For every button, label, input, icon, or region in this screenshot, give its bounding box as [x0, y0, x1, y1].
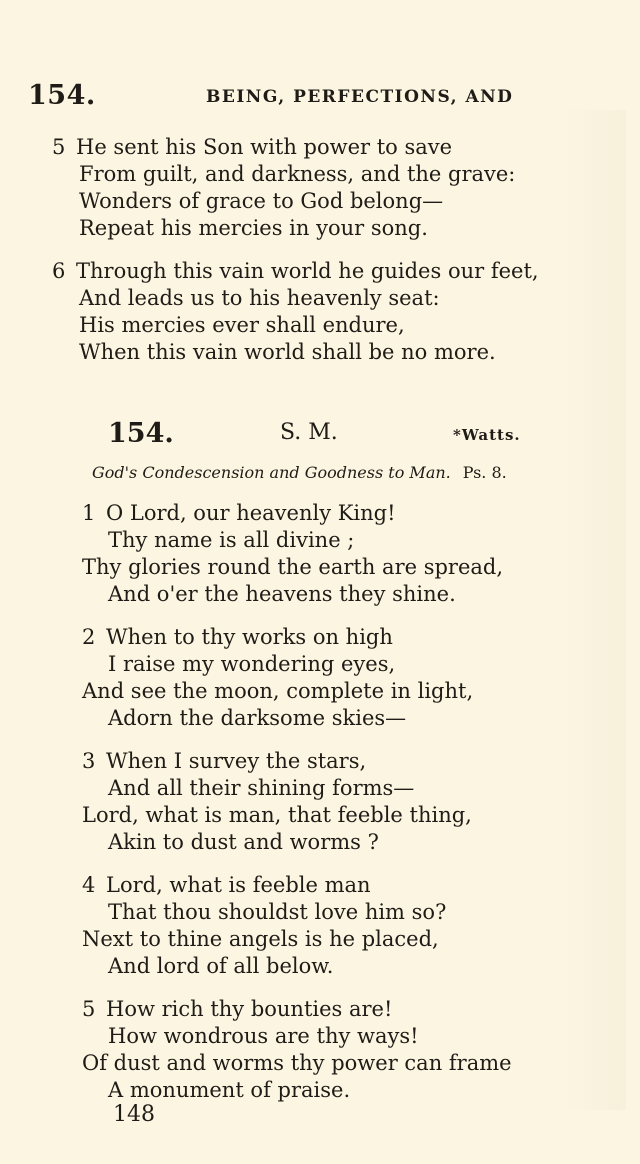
verse-number: 5 [82, 997, 96, 1021]
verse-line: Thy glories round the earth are spread, [82, 555, 504, 579]
verse-line: Next to thine angels is he placed, [82, 927, 439, 951]
verse-line: A monument of praise. [108, 1078, 351, 1102]
hymn-verse-5 [82, 996, 512, 1104]
verse-line: Adorn the darksome skies— [108, 706, 407, 730]
verse-line: 5 He sent his Son with power to save [52, 135, 453, 159]
running-head: BEING, PERFECTIONS, AND [206, 87, 514, 107]
verse-number: 6 [52, 259, 66, 283]
hymn-verse-2 [82, 624, 473, 732]
hymn-verse-3 [82, 748, 472, 856]
verse-line: I raise my wondering eyes, [108, 652, 396, 676]
signature-folio: 148 [113, 1102, 155, 1127]
verse-line: How wondrous are thy ways! [108, 1024, 419, 1048]
verse-line: And lord of all below. [108, 954, 334, 978]
verse-line: 1 O Lord, our heavenly King! [82, 501, 396, 525]
verse-line: And all their shining forms— [108, 776, 415, 800]
verse-line: 4 Lord, what is feeble man [82, 873, 371, 897]
hymn-subtitle-text: God's Condescension and Goodness to Man. [92, 463, 451, 482]
previous-hymn-verse-5 [52, 134, 515, 242]
hymn-verse-4 [82, 872, 446, 980]
verse-line: Wonders of grace to God belong— [79, 189, 444, 213]
hymn-number: 154. [108, 418, 174, 449]
scripture-reference: Ps. 8. [462, 463, 507, 482]
hymn-meter: S. M. [280, 420, 338, 445]
verse-line: Thy name is all divine ; [108, 528, 355, 552]
verse-line: 6 Through this vain world he guides our feet, [52, 259, 539, 283]
verse-line: From guilt, and darkness, and the grave: [79, 162, 516, 186]
verse-line: 3 When I survey the stars, [82, 749, 367, 773]
hymn-verse-1 [82, 500, 503, 608]
verse-line: And see the moon, complete in light, [82, 679, 474, 703]
verse-line: 5 How rich thy bounties are! [82, 997, 393, 1021]
hymn-subtitle [92, 463, 507, 482]
page-number: 154. [28, 80, 96, 111]
verse-line: Akin to dust and worms ? [108, 830, 379, 854]
verse-line: When this vain world shall be no more. [79, 340, 496, 364]
hymn-heading [108, 418, 548, 450]
previous-hymn-verse-6 [52, 258, 539, 366]
verse-number: 4 [82, 873, 96, 897]
verse-line: His mercies ever shall endure, [79, 313, 405, 337]
hymn-author: *Watts. [453, 426, 521, 444]
verse-line: That thou shouldst love him so? [108, 900, 447, 924]
verse-number: 5 [52, 135, 66, 159]
bleed-through-shadow [564, 110, 626, 1110]
verse-line: Repeat his mercies in your song. [79, 216, 428, 240]
verse-number: 2 [82, 625, 96, 649]
verse-number: 3 [82, 749, 96, 773]
verse-number: 1 [82, 501, 96, 525]
verse-line: 2 When to thy works on high [82, 625, 393, 649]
verse-line: Of dust and worms thy power can frame [82, 1051, 512, 1075]
verse-line: Lord, what is man, that feeble thing, [82, 803, 472, 827]
verse-line: And o'er the heavens they shine. [108, 582, 456, 606]
page-header [28, 80, 618, 114]
verse-line: And leads us to his heavenly seat: [79, 286, 440, 310]
